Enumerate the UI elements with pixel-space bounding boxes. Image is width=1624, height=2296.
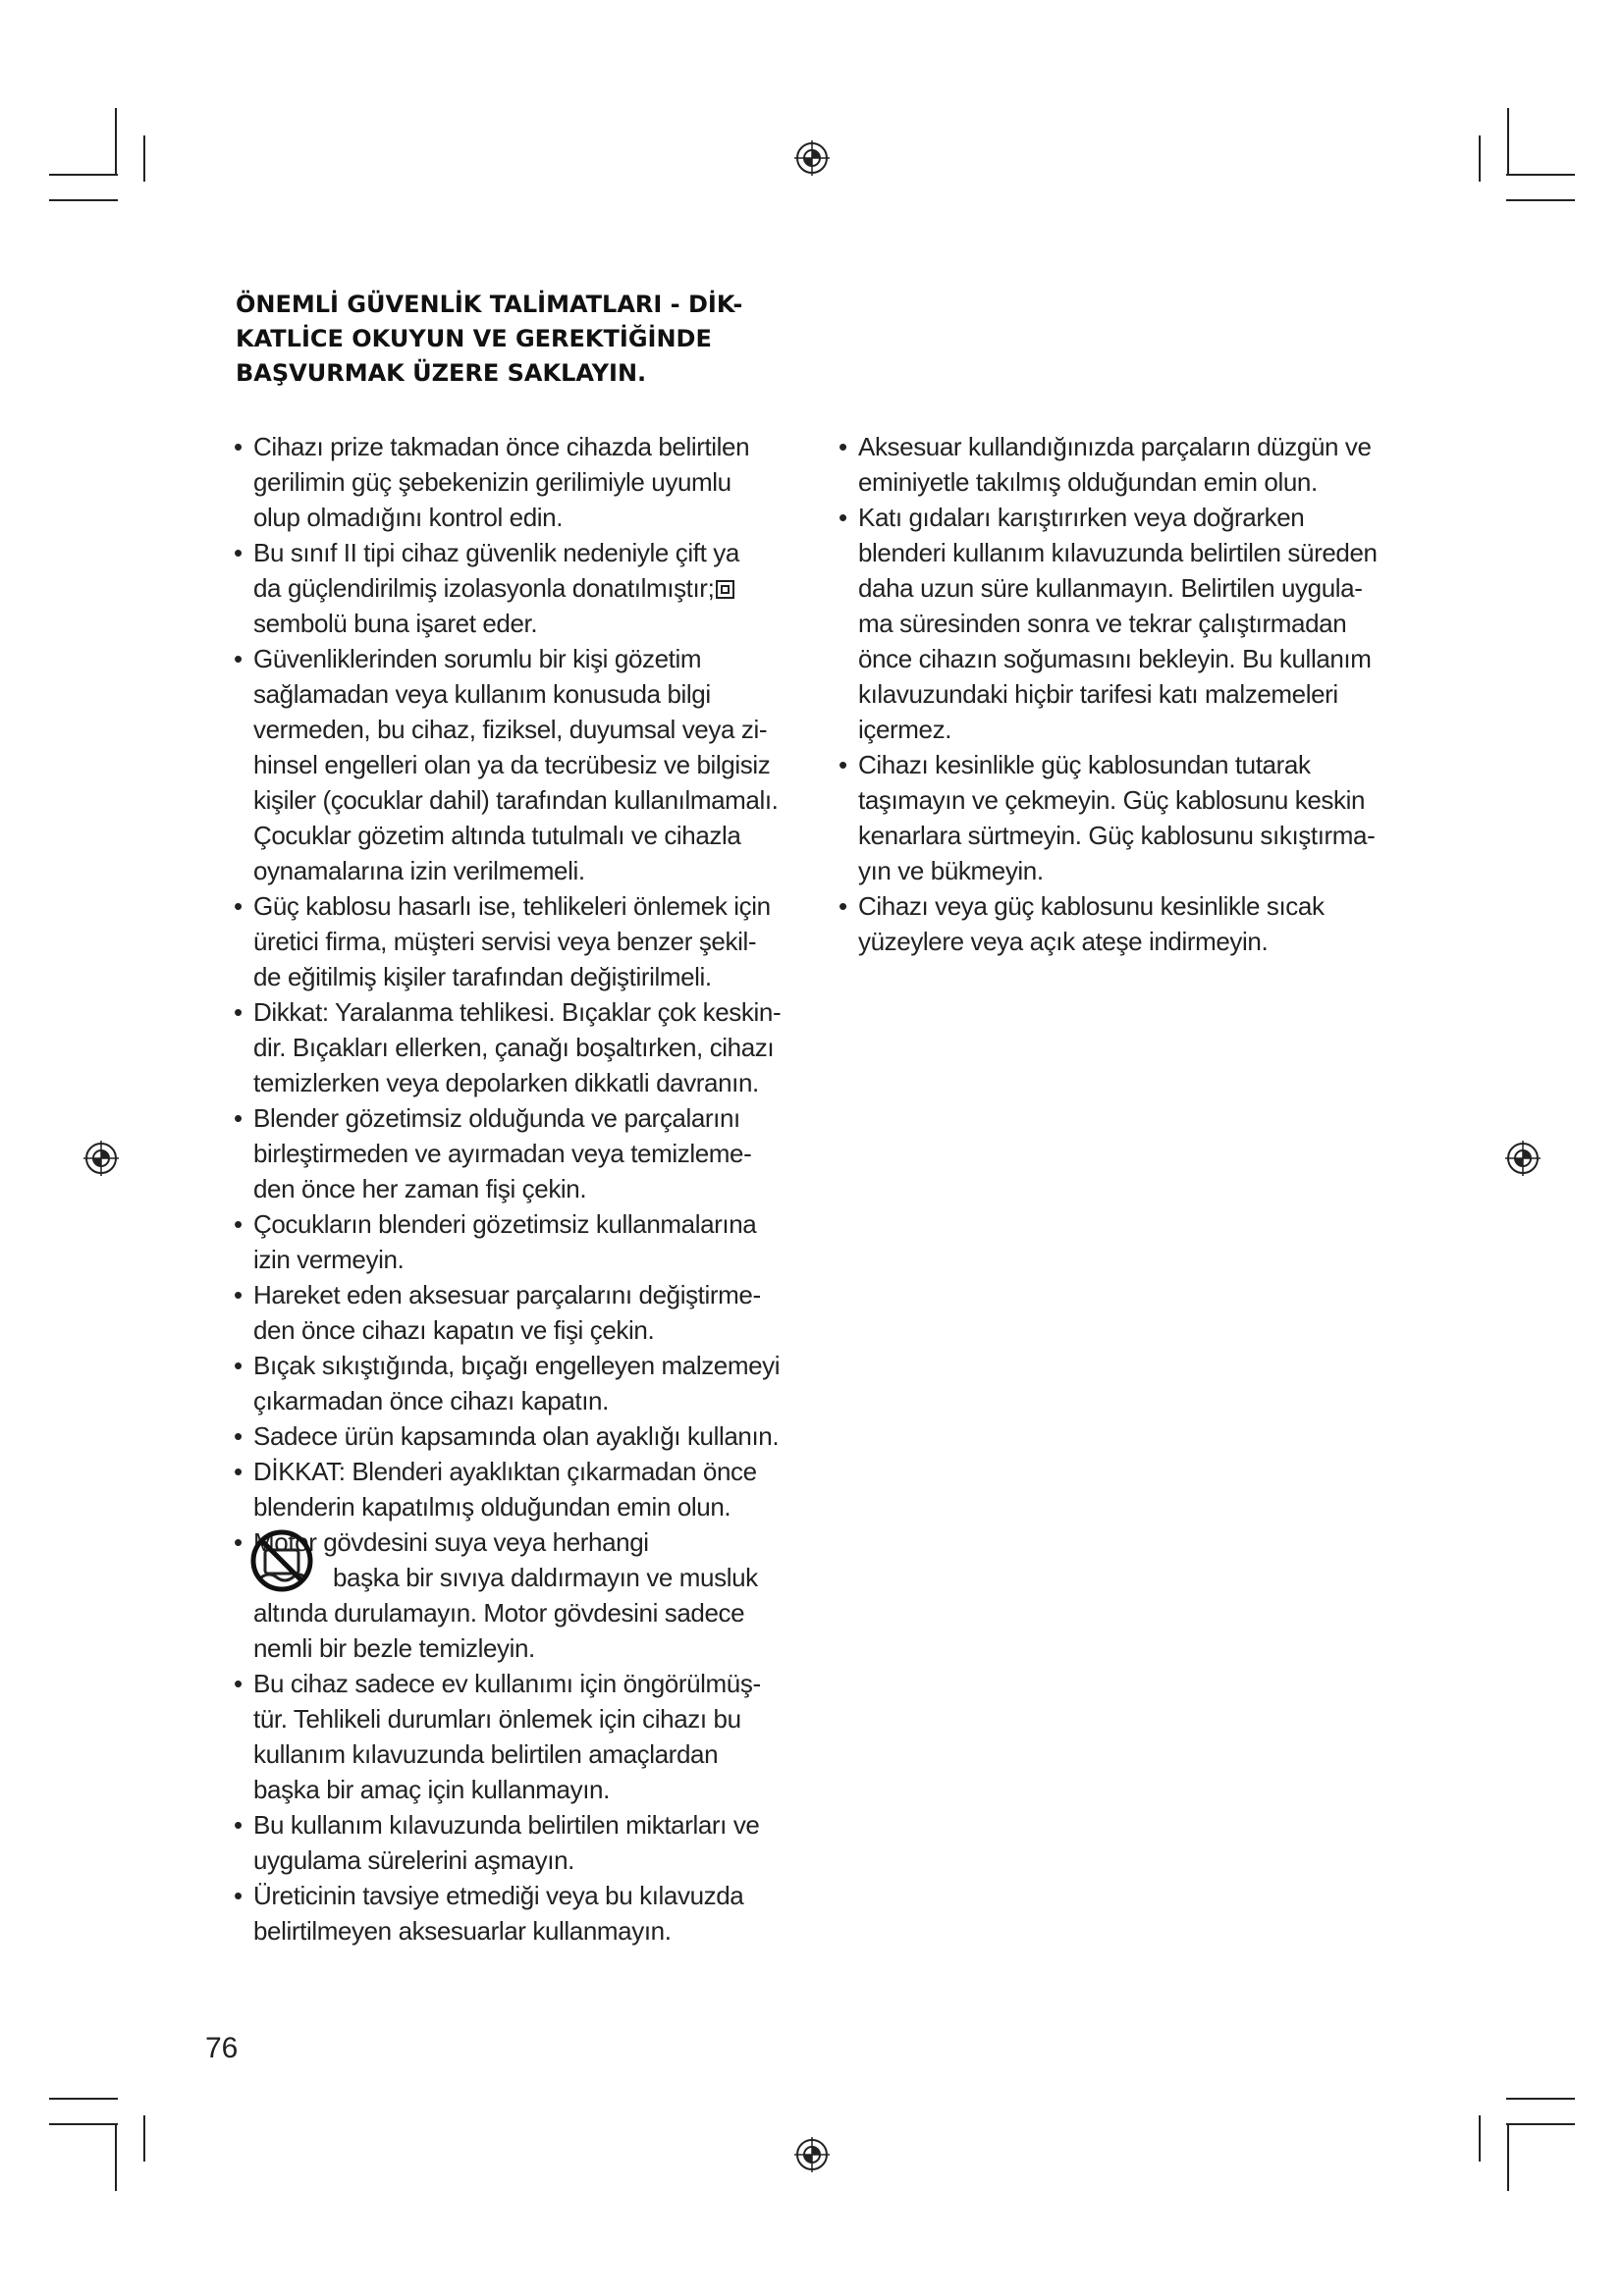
text-line: kılavuzundaki hiçbir tarifesi katı malzemeleri (858, 679, 1338, 709)
safety-item (839, 747, 1408, 888)
text-line: • Bu kullanım kılavuzunda belirtilen miktarları ve (253, 1810, 760, 1840)
text-line: vermeden, bu cihaz, fiziksel, duyumsal veya zi- (253, 715, 768, 744)
text-line-with-icon (253, 570, 803, 606)
safety-item (234, 1348, 803, 1418)
text-line: • Bu sınıf II tipi cihaz güvenlik nedeniyle çift ya (253, 538, 739, 567)
text-line: • Aksesuar kullandığınızda parçaların düzgün ve (858, 432, 1372, 461)
text-line: • Blender gözetimsiz olduğunda ve parçalarını (253, 1103, 740, 1133)
registration-target-icon (793, 139, 831, 177)
safety-list-left (234, 429, 803, 1949)
text-line: den önce cihazı kapatın ve fişi çekin. (253, 1315, 655, 1345)
crop-mark-top-right (1467, 98, 1585, 206)
text-line: başka bir amaç için kullanmayın. (253, 1775, 610, 1804)
safety-item-with-symbol (234, 1524, 803, 1666)
text-line: tür. Tehlikeli durumları önlemek için cihazı bu (253, 1704, 741, 1734)
text-line: nemli bir bezle temizleyin. (253, 1633, 535, 1663)
text-line: önce cihazın soğumasını bekleyin. Bu kullanım (858, 644, 1372, 673)
text-line: çıkarmadan önce cihazı kapatın. (253, 1386, 609, 1415)
text-line: ma süresinden sonra ve tekrar çalıştırmadan (858, 609, 1347, 638)
text-line: • Bu cihaz sadece ev kullanımı için öngörülmüş- (253, 1669, 761, 1698)
text-line: birleştirmeden ve ayırmadan veya temizleme- (253, 1139, 752, 1168)
text-line: uygulama sürelerini aşmayın. (253, 1845, 574, 1875)
crop-mark-top-left (39, 98, 157, 206)
no-immersion-water-icon (249, 1528, 314, 1593)
text-line: altında durulamayın. Motor gövdesini sadece (253, 1598, 745, 1628)
text-line: üretici firma, müşteri servisi veya benzer şekil- (253, 927, 757, 956)
text-line: oynamalarına izin verilmemeli. (253, 856, 585, 885)
text-line: • Cihazı kesinlikle güç kablosundan tutarak (858, 750, 1311, 779)
text-line: yüzeylere veya açık ateşe indirmeyin. (858, 927, 1269, 956)
registration-target-icon (1504, 1140, 1542, 1177)
registration-target-icon (793, 2136, 831, 2173)
safety-item (234, 888, 803, 994)
text-line: gerilimin güç şebekenizin gerilimiyle uyumlu (253, 467, 731, 497)
heading-line: KATLİCE OKUYUN VE GEREKTİĞİNDE (236, 325, 712, 352)
text-line: • Üreticinin tavsiye etmediği veya bu kılavuzda (253, 1881, 744, 1910)
text-line: • Hareket eden aksesuar parçalarını değiştirme- (253, 1280, 761, 1309)
text-line: blenderi kullanım kılavuzunda belirtilen süreden (858, 538, 1378, 567)
safety-instructions-heading (236, 288, 766, 391)
safety-item (234, 1878, 803, 1949)
text-line: • Bıçak sıkıştığında, bıçağı engelleyen malzemeyi (253, 1351, 781, 1380)
safety-item (234, 641, 803, 888)
text-line: • Güç kablosu hasarlı ise, tehlikeleri önlemek için (253, 891, 771, 921)
text-line: den önce her zaman fişi çekin. (253, 1174, 587, 1203)
text-line: • DİKKAT: Blenderi ayaklıktan çıkarmadan önce (253, 1457, 757, 1486)
safety-item (234, 1206, 803, 1277)
text-line: yın ve bükmeyin. (858, 856, 1044, 885)
text-line: olup olmadığını kontrol edin. (253, 503, 564, 532)
class-ii-double-insulation-icon (716, 580, 734, 599)
text-line: blenderin kapatılmış olduğundan emin olun. (253, 1492, 731, 1522)
safety-item (234, 1454, 803, 1524)
text-line: sağlamadan veya kullanım konusuda bilgi (253, 679, 711, 709)
text-line: hinsel engelleri olan ya da tecrübesiz ve bilgisiz (253, 750, 771, 779)
text-line: de eğitilmiş kişiler tarafından değiştirilmeli. (253, 962, 712, 991)
safety-item (234, 1666, 803, 1807)
text-line: içermez. (858, 715, 952, 744)
safety-item (234, 1418, 803, 1454)
text-line: • Katı gıdaları karıştırırken veya doğrarken (858, 503, 1305, 532)
safety-item (839, 429, 1408, 500)
text-line: • Motor gövdesini suya veya herhangi (253, 1527, 649, 1557)
text-line: • Sadece ürün kapsamında olan ayaklığı kullanın. (253, 1421, 780, 1451)
text-line: Çocuklar gözetim altında tutulmalı ve cihazla (253, 821, 741, 850)
text-line: başka bir sıvıya daldırmayın ve musluk (333, 1563, 758, 1592)
safety-item (839, 500, 1408, 747)
text-line: kullanım kılavuzunda belirtilen amaçlardan (253, 1739, 719, 1769)
text-line: • Cihazı veya güç kablosunu kesinlikle sıcak (858, 891, 1325, 921)
text-line: dir. Bıçakları ellerken, çanağı boşaltırken, cihazı (253, 1033, 775, 1062)
text-line: kenarlara sürtmeyin. Güç kablosunu sıkıştırma- (858, 821, 1376, 850)
text-line: eminiyetle takılmış olduğundan emin olun. (858, 467, 1318, 497)
text-line: • Dikkat: Yaralanma tehlikesi. Bıçaklar çok keskin- (253, 997, 782, 1027)
heading-line: BAŞVURMAK ÜZERE SAKLAYIN. (236, 359, 647, 387)
text-line: • Çocukların blenderi gözetimsiz kullanmalarına (253, 1209, 757, 1239)
safety-item (234, 994, 803, 1100)
registration-target-icon (82, 1140, 120, 1177)
safety-item (234, 535, 803, 641)
text-line: daha uzun süre kullanmayın. Belirtilen uygula- (858, 573, 1363, 603)
text-line: izin vermeyin. (253, 1245, 405, 1274)
heading-line: ÖNEMLİ GÜVENLİK TALİMATLARI - DİK- (236, 291, 743, 318)
safety-item (234, 1807, 803, 1878)
safety-item (234, 1100, 803, 1206)
safety-item (234, 1277, 803, 1348)
safety-list-right (839, 429, 1408, 959)
crop-mark-bottom-left (39, 2091, 157, 2199)
safety-item (839, 888, 1408, 959)
text-line: taşımayın ve çekmeyin. Güç kablosunu keskin (858, 785, 1366, 815)
text-line: temizlerken veya depolarken dikkatli davranın. (253, 1068, 759, 1097)
text-line: belirtilmeyen aksesuarlar kullanmayın. (253, 1916, 672, 1946)
text-line: • Cihazı prize takmadan önce cihazda belirtilen (253, 432, 750, 461)
text-line: da güçlendirilmiş izolasyonla donatılmıştır; (253, 573, 715, 603)
crop-mark-bottom-right (1467, 2091, 1585, 2199)
safety-item (234, 429, 803, 535)
text-line: • Güvenliklerinden sorumlu bir kişi gözetim (253, 644, 702, 673)
text-line: kişiler (çocuklar dahil) tarafından kullanılmamalı. (253, 785, 779, 815)
text-line: sembolü buna işaret eder. (253, 609, 538, 638)
page-number: 76 (205, 2032, 239, 2064)
